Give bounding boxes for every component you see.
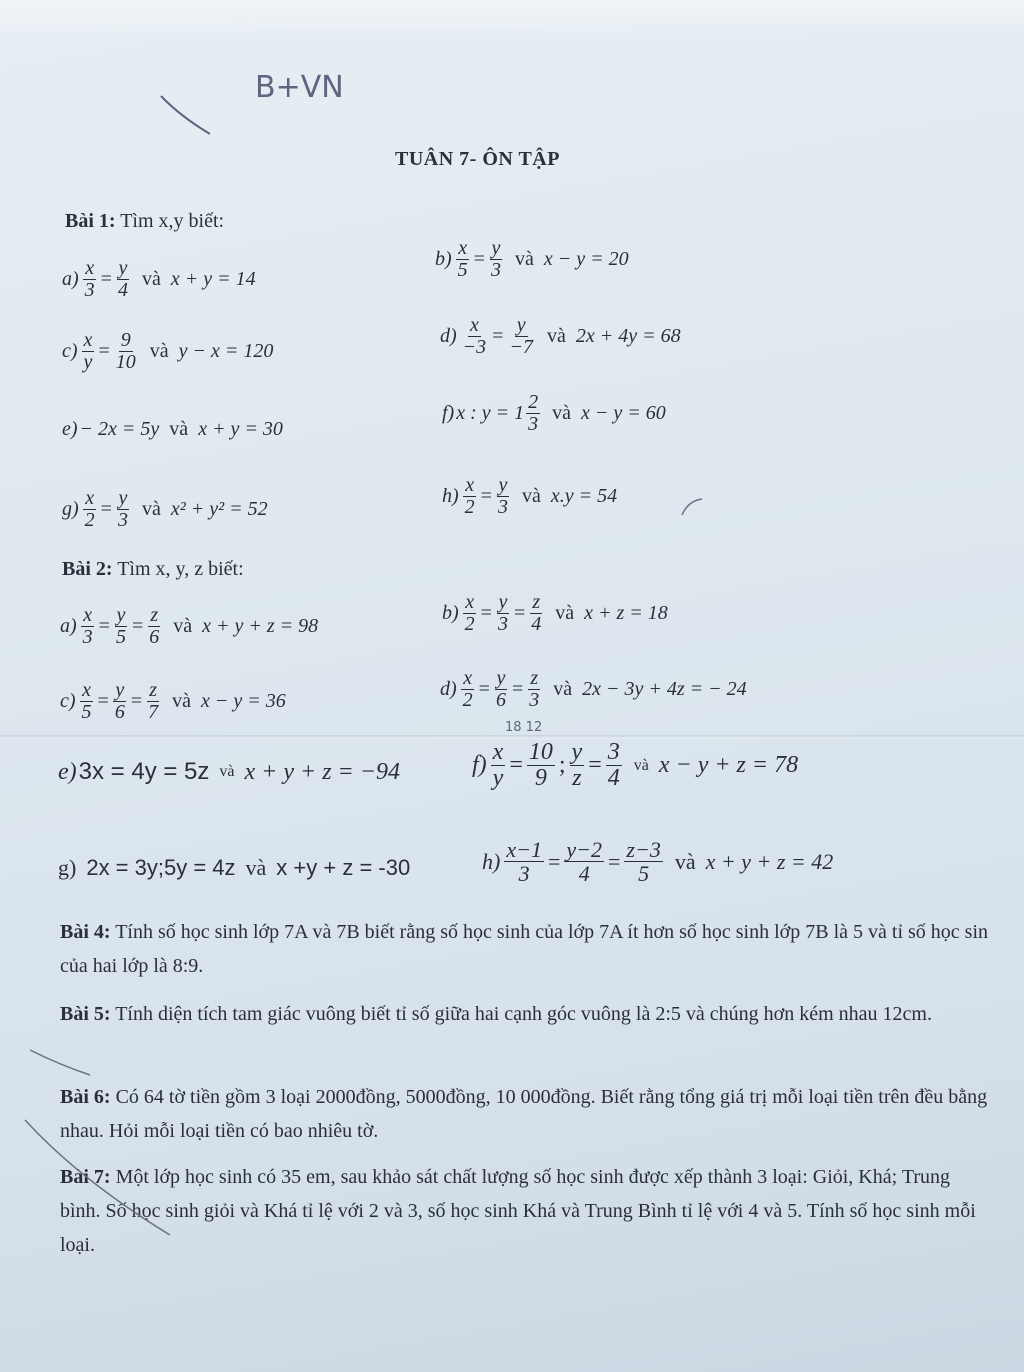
- denominator: 10: [115, 351, 136, 373]
- fraction: [461, 668, 475, 711]
- item-label: g): [58, 855, 77, 880]
- fraction: [527, 740, 555, 791]
- pen-stroke-check: [155, 88, 225, 143]
- numerator: x: [83, 329, 93, 351]
- bai5-label: Bài 5:: [60, 1003, 111, 1025]
- item-label: b): [435, 248, 452, 270]
- handwritten-note: B+VN: [255, 70, 344, 105]
- item-label: a): [62, 268, 79, 290]
- numerator: x: [85, 487, 95, 509]
- denominator: 3: [84, 279, 95, 301]
- conjunction: và: [245, 855, 267, 880]
- numerator: y: [496, 667, 506, 689]
- fraction: [146, 680, 160, 723]
- fraction: [527, 668, 541, 711]
- bai1-heading-bold: Bài 1:: [65, 210, 116, 232]
- condition: x.y = 54: [550, 485, 618, 507]
- item-label: c): [60, 690, 76, 712]
- fraction: [461, 315, 489, 358]
- numerator: y: [116, 604, 126, 626]
- bai2-item-g: [58, 855, 410, 881]
- condition: x − y = 36: [201, 690, 286, 712]
- equals-sign: =: [98, 615, 110, 637]
- numerator: y: [118, 487, 128, 509]
- numerator: z−3: [626, 837, 661, 862]
- bai1-item-b: [435, 238, 629, 281]
- denominator: 4: [531, 613, 542, 635]
- denominator: 3: [529, 689, 540, 711]
- fraction: [507, 315, 535, 358]
- denominator: 3: [497, 613, 508, 635]
- denominator: 2: [464, 496, 475, 518]
- fraction: [496, 475, 510, 518]
- denominator: −7: [509, 336, 533, 358]
- fraction: [491, 740, 506, 791]
- equals-sign: =: [131, 615, 144, 637]
- fraction: [116, 258, 130, 301]
- denominator: 5: [457, 259, 468, 281]
- condition: x + y + z = 42: [705, 848, 834, 874]
- fraction: [570, 740, 585, 791]
- fraction: [463, 592, 477, 635]
- bai1-heading: [65, 210, 224, 233]
- condition: x + y + z = −94: [244, 758, 400, 785]
- bai5-paragraph: [60, 997, 990, 1031]
- condition: x − y + z = 78: [658, 752, 799, 779]
- denominator: y: [492, 765, 504, 792]
- numerator: x: [463, 667, 473, 689]
- fraction: [504, 838, 544, 885]
- denominator: 3: [117, 509, 128, 531]
- bai1-item-f: [442, 392, 666, 435]
- equals-sign: =: [608, 848, 621, 874]
- numerator: x: [85, 257, 95, 279]
- item-label: d): [440, 678, 457, 700]
- conjunction: và: [552, 402, 572, 424]
- conjunction: và: [633, 756, 649, 774]
- fraction: [80, 680, 94, 723]
- conjunction: và: [674, 848, 696, 874]
- conjunction: và: [149, 340, 169, 362]
- condition: y − x = 120: [178, 340, 274, 362]
- denominator: 3: [490, 259, 501, 281]
- bai1-item-g: [62, 488, 268, 531]
- denominator: 9: [534, 765, 547, 792]
- bai1-item-c: [62, 330, 273, 373]
- equals-sign: =: [480, 602, 492, 624]
- equals-sign: =: [478, 678, 490, 700]
- equals-sign: =: [97, 690, 109, 712]
- fraction: [113, 680, 127, 723]
- condition: x − y = 60: [581, 402, 666, 424]
- expression: 2x = 3y;5y = 4z: [86, 855, 236, 880]
- condition: x² + y² = 52: [170, 498, 268, 520]
- denominator: 4: [117, 279, 128, 301]
- fraction: [82, 330, 95, 373]
- fraction: [494, 668, 508, 711]
- denominator: 3: [82, 626, 93, 648]
- numerator: z: [532, 591, 541, 613]
- numerator: x: [458, 237, 468, 259]
- condition: x + y = 30: [198, 418, 283, 440]
- fraction: [83, 258, 97, 301]
- denominator: 2: [464, 613, 475, 635]
- bai1-item-d: [440, 315, 681, 358]
- conjunction: và: [514, 248, 534, 270]
- pencil-margin-mark: [20, 1040, 220, 1240]
- bai1-item-a: [62, 258, 256, 301]
- bai2-heading: [62, 558, 244, 581]
- item-label: g): [62, 498, 79, 520]
- item-label: b): [442, 602, 459, 624]
- bai4-label: Bài 4:: [60, 921, 111, 943]
- fraction: [114, 605, 128, 648]
- bai7-label: Bài 7:: [60, 1166, 111, 1188]
- numerator: x: [465, 591, 475, 613]
- denominator: 2: [462, 689, 473, 711]
- expression: − 2x = 5y: [79, 418, 160, 440]
- numerator: y: [491, 237, 501, 259]
- bai6-label: Bài 6:: [60, 1086, 111, 1108]
- item-label: d): [440, 325, 457, 347]
- denominator: 5: [115, 626, 126, 648]
- fraction: [463, 475, 477, 518]
- denominator: 5: [81, 701, 92, 723]
- item-label: c): [62, 340, 78, 362]
- numerator: z: [150, 604, 159, 626]
- fraction: [606, 740, 622, 791]
- denominator: 7: [148, 701, 159, 723]
- expression: 3x = 4y = 5z: [78, 758, 210, 785]
- numerator: x: [469, 314, 479, 336]
- condition: 2x + 4y = 68: [575, 325, 681, 347]
- equals-sign: =: [547, 848, 561, 874]
- condition: x +y + z = -30: [276, 855, 411, 880]
- denominator: y: [83, 351, 93, 373]
- fraction: [147, 605, 161, 648]
- bai2-item-d: [440, 668, 747, 711]
- fraction: [116, 488, 130, 531]
- numerator: z: [149, 679, 157, 701]
- paper-top-highlight: [0, 0, 1024, 40]
- bai1-item-e: [62, 418, 283, 441]
- bai2-item-h: [482, 838, 833, 885]
- bai4-paragraph: [60, 915, 990, 983]
- numerator: z: [530, 667, 539, 689]
- conjunction: và: [555, 602, 575, 624]
- denominator: 3: [518, 861, 530, 887]
- item-label: h): [482, 848, 501, 874]
- denominator: 5: [638, 861, 650, 887]
- fraction: [529, 592, 543, 635]
- conjunction: và: [219, 763, 235, 780]
- bai1-item-h: [442, 475, 617, 518]
- expression: x : y = 1: [456, 402, 525, 424]
- item-label: h): [442, 485, 459, 507]
- equals-sign: =: [100, 498, 112, 520]
- numerator: y: [118, 257, 128, 279]
- denominator: 6: [495, 689, 506, 711]
- pencil-small-mark: [680, 495, 710, 525]
- item-label: a): [60, 615, 77, 637]
- equals-sign: =: [513, 602, 526, 624]
- numerator: x: [465, 474, 475, 496]
- fraction: [624, 838, 662, 885]
- bai2-heading-bold: Bài 2:: [62, 558, 113, 580]
- denominator: 4: [607, 765, 620, 792]
- paper-fold-line: [0, 735, 1024, 739]
- bai2-item-e: [58, 758, 400, 786]
- equals-sign: =: [511, 678, 524, 700]
- condition: x + z = 18: [584, 602, 668, 624]
- conjunction: và: [141, 498, 161, 520]
- condition: 2x − 3y + 4z = − 24: [582, 678, 747, 700]
- numerator: y: [516, 314, 526, 336]
- condition: x − y = 20: [543, 248, 629, 270]
- bai4-text: Tính số học sinh lớp 7A và 7B biết rằng số học sinh của lớp 7A ít hơn số học sinh lớp 7B là 5 và tỉ số học sin của hai lớp là 8:9.: [60, 921, 989, 977]
- numerator: x: [492, 739, 504, 765]
- bai2-item-c: [60, 680, 286, 723]
- numerator: 9: [120, 329, 131, 351]
- denominator: −3: [462, 336, 487, 358]
- bai1-heading-text: Tìm x,y biết:: [120, 210, 225, 232]
- denominator: z: [572, 765, 582, 792]
- numerator: x: [83, 604, 93, 626]
- equals-sign: =: [588, 752, 602, 779]
- numerator: 10: [528, 739, 553, 765]
- item-label: f): [472, 752, 487, 779]
- equals-sign: =: [130, 690, 143, 712]
- conjunction: và: [172, 690, 191, 712]
- condition: x + y + z = 98: [202, 615, 319, 637]
- bai2-item-f: [472, 740, 798, 791]
- page-title: TUÂN 7- ÔN TẬP: [395, 148, 560, 170]
- bai2-heading-text: Tìm x, y, z biết:: [117, 558, 244, 580]
- item-label: e): [58, 758, 77, 785]
- conjunction: và: [546, 325, 566, 347]
- numerator: y: [115, 679, 125, 701]
- numerator: 3: [607, 739, 620, 765]
- numerator: x: [82, 679, 91, 701]
- equals-sign: =: [100, 268, 112, 290]
- fraction: [83, 488, 97, 531]
- condition: x + y = 14: [170, 268, 256, 290]
- denominator: 4: [578, 861, 590, 887]
- denominator: 6: [149, 626, 160, 648]
- bai2-item-a: [60, 605, 318, 648]
- fraction: [81, 605, 95, 648]
- conjunction: và: [141, 268, 161, 290]
- numerator: y: [498, 591, 508, 613]
- equals-sign: =: [98, 340, 110, 362]
- equals-sign: =: [480, 485, 492, 507]
- handwritten-numbers: 18 12: [505, 720, 543, 735]
- numerator: y−2: [566, 837, 602, 862]
- fraction: [564, 838, 604, 885]
- numerator: y: [498, 474, 508, 496]
- numerator: y: [571, 739, 583, 765]
- separator: ;: [558, 752, 566, 779]
- bai5-text: Tính diện tích tam giác vuông biết tỉ số giữa hai cạnh góc vuông là 2:5 và chúng hơn kém nhau 12cm.: [115, 1003, 932, 1025]
- equals-sign: =: [509, 752, 523, 779]
- numerator: 2: [528, 391, 539, 413]
- equals-sign: =: [492, 325, 504, 347]
- numerator: x−1: [506, 837, 542, 862]
- fraction: [526, 392, 540, 435]
- denominator: 3: [497, 496, 508, 518]
- equals-sign: =: [473, 248, 485, 270]
- item-label: f): [442, 402, 455, 424]
- denominator: 3: [528, 413, 539, 435]
- item-label: e): [62, 418, 78, 440]
- fraction: [496, 592, 510, 635]
- conjunction: và: [521, 485, 541, 507]
- bai6-text: Có 64 tờ tiền gồm 3 loại 2000đồng, 5000đồng, 10 000đồng. Biết rằng tổng giá trị mỗi loại tiền trên đều bằng nhau. Hỏi mỗi loại tiền có bao nhiêu tờ.: [60, 1086, 988, 1142]
- bai7-text: Một lớp học sinh có 35 em, sau khảo sát chất lượng số học sinh được xếp thành 3 loại: Giỏi, Khá; Trung bình. Số học sinh giỏi và Khá tỉ lệ với 2 và 3, số học sinh Khá và Trung Bình tỉ lệ với 4 và 5. Tính số học sinh mỗi loại.: [60, 1166, 976, 1256]
- fraction: [489, 238, 503, 281]
- conjunction: và: [169, 418, 189, 440]
- fraction: [456, 238, 470, 281]
- fraction: [114, 330, 138, 373]
- denominator: 2: [84, 509, 95, 531]
- denominator: 6: [114, 701, 125, 723]
- conjunction: và: [173, 615, 193, 637]
- conjunction: và: [553, 678, 573, 700]
- bai2-item-b: [442, 592, 668, 635]
